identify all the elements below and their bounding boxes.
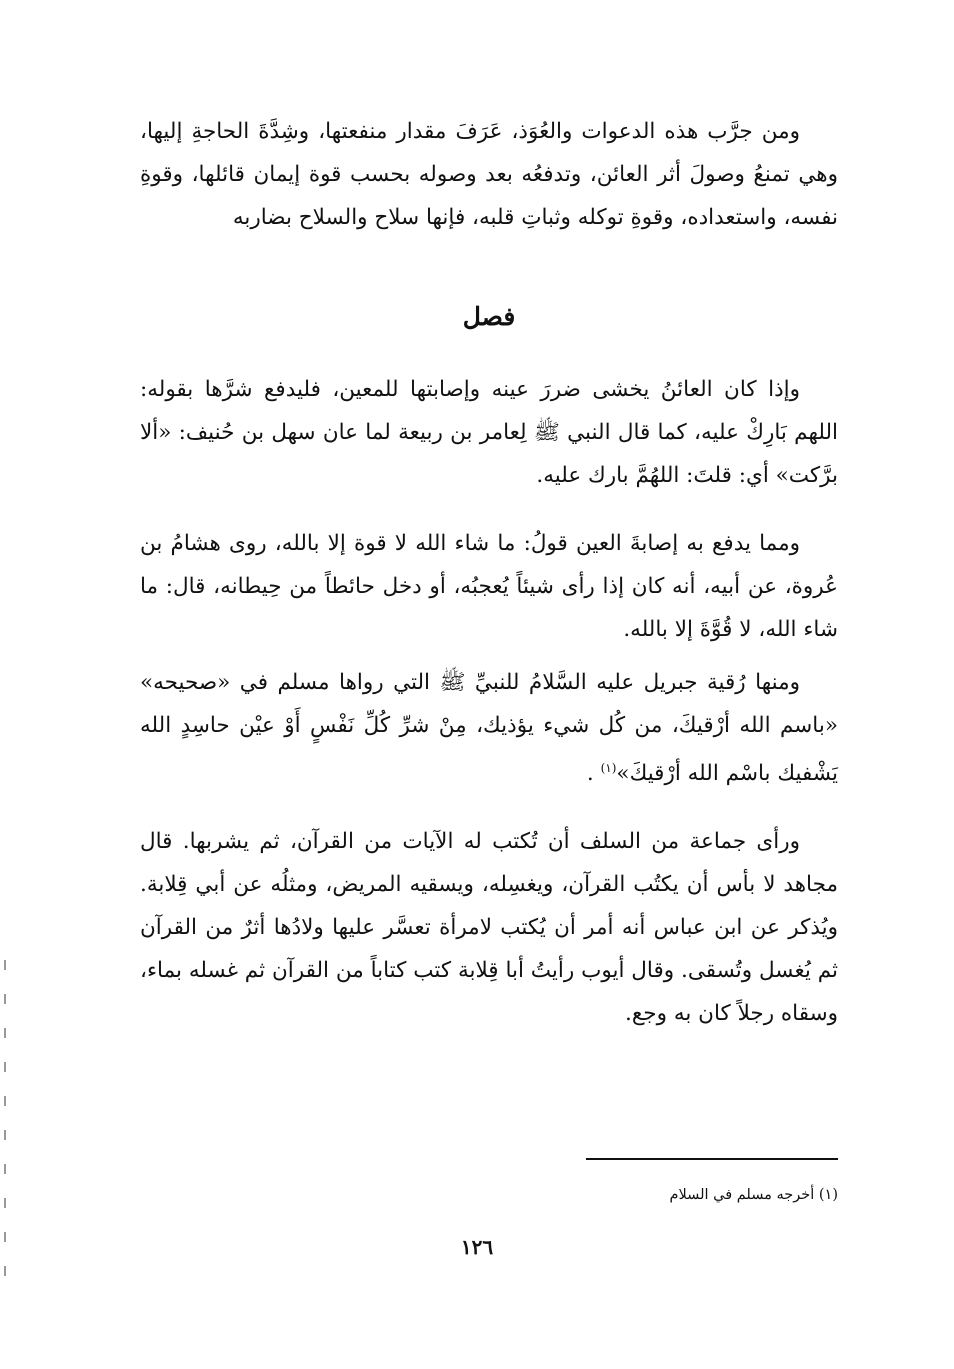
paragraph-3: ومما يدفع به إصابةَ العين قولُ: ما شاء الله لا قوة إلا بالله، روى هشامُ بن عُروة، عن أبيه، أنه كان إذا رأى شيئاً يُعجبُه، أو دخل حائطاً من حِيطانه، قال: ما شاء الله، لا قُوَّةَ إلا بالله.	[140, 531, 838, 642]
text-block-1	[140, 110, 838, 239]
paragraph-5: ورأى جماعة من السلف أن تُكتب له الآيات من القرآن، ثم يشربها. قال مجاهد لا بأس أن يكتُب القرآن، ويغسِله، ويسقيه المريض، ومثلُه عن أبي قِلابة. ويُذكر عن ابن عباس أنه أمر أن يُكتب لامرأة تعسَّر عليها ولادُها أثرٌ من القرآن ثم يُغسل وتُسقى. وقال أيوب رأيتُ أبا قِلابة كتب كتاباً من القرآن ثم غسله بماء، وسقاه رجلاً كان به وجع.	[140, 829, 838, 1026]
paragraph-4	[140, 661, 838, 795]
paragraph-2: وإذا كان العائنُ يخشى ضررَ عينه وإصابتها للمعين، فليدفع شرَّها بقوله: اللهم بَارِكْ عليه، كما قال النبي ﷺ لِعامر بن ربيعة لما عان سهل بن حُنيف: «ألا برَّكت» أي: قلتَ: اللهُمَّ بارك عليه.	[140, 377, 838, 488]
footnote: (١) أخرجه مسلم في السلام	[669, 1187, 838, 1203]
text-block-5	[140, 820, 838, 1035]
scan-edge-marks	[4, 960, 6, 1290]
text-block-3	[140, 522, 838, 651]
footnote-reference: (١)	[600, 761, 617, 775]
page-number: ١٢٦	[460, 1235, 494, 1259]
paragraph-4-end: .	[586, 761, 594, 787]
section-heading: فصل	[462, 302, 516, 331]
paragraph-1: ومن جرَّب هذه الدعوات والعُوَذ، عَرَفَ مقدار منفعتها، وشِدَّةَ الحاجةِ إليها، وهي تمنعُ وصولَ أثر العائن، وتدفعُه بعد وصوله بحسب قوة إيمان قائلها، وقوةِ نفسه، واستعداده، وقوةِ توكله وثباتِ قلبه، فإنها سلاح والسلاح بضاربه	[140, 119, 838, 230]
text-block-2	[140, 368, 838, 497]
text-block-4	[140, 661, 838, 795]
footnote-divider	[586, 1158, 838, 1160]
paragraph-4-text: ومنها رُقية جبريل عليه السَّلامُ للنبيِّ ﷺ التي رواها مسلم في «صحيحه» «باسم الله أرْقيكَ، من كُل شيء يؤذيك، مِنْ شرِّ كُلِّ نَفْسٍ أَوْ عيْن حاسِدٍ الله يَشْفيك باسْم الله أرْقيكَ»	[140, 670, 838, 787]
